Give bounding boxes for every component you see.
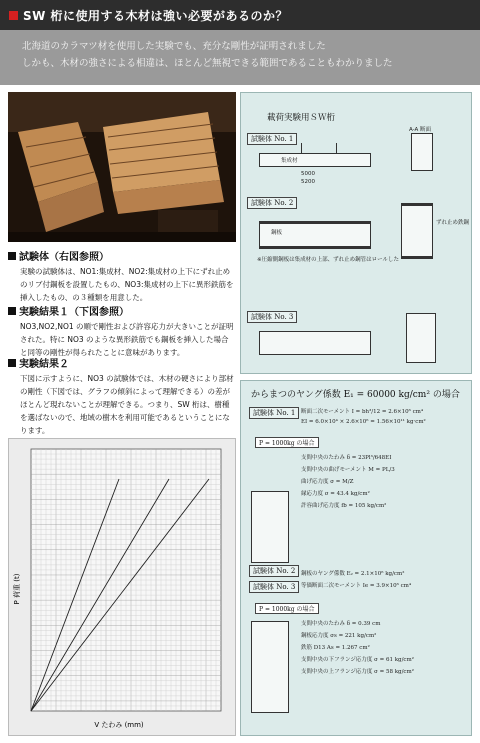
y-axis-label: P 荷重 (t) xyxy=(13,573,21,605)
calc-line: 鋼板のヤング係数 E₂ = 2.1×10⁶ kg/cm² xyxy=(301,571,405,577)
section-specimens xyxy=(8,248,236,304)
calc-line: EI = 6.0×10⁴ × 2.6×10⁶ = 1.56×10¹¹ kg·cm² xyxy=(301,419,426,425)
section-label: A-A 断面 xyxy=(409,127,432,133)
specimen-beam-3 xyxy=(259,331,371,355)
experiment-photo xyxy=(8,92,236,242)
calc-specimen-2: 試験体 No. 2 xyxy=(249,565,299,577)
calculation-panel xyxy=(240,380,472,736)
section-result-1 xyxy=(8,303,236,359)
drawing-title: 載荷実験用ＳＷ桁 xyxy=(267,113,336,123)
web-label: ずれ止め鉄鋼 xyxy=(436,220,470,226)
calc-line: 支間中央のたわみ δ = 0.39 cm xyxy=(301,621,381,627)
section-sketch-2 xyxy=(251,621,289,713)
section-result-2 xyxy=(8,355,236,437)
load-arrow xyxy=(336,143,337,153)
calc-specimen-1: 試験体 No. 1 xyxy=(249,407,299,419)
section-sketch-1 xyxy=(251,491,289,563)
section-body: 下図に示すように、NO3 の試験体では、木材の硬さにより部材の剛性（下図では、グラフの傾斜によって理解できる）の差がほとんど現れないことが理解できる。つまり、SW 桁は、樹種を選ばないので、地域の樹木を利用可能であるということになります。 xyxy=(20,374,234,435)
calc-line: 断面二次モーメント I = bh³/12 = 2.6×10⁶ cm⁴ xyxy=(301,409,424,415)
section-heading: 実験結果２ xyxy=(8,355,236,370)
calc-line: 縁応力度 σ = 43.4 kg/cm² xyxy=(301,491,370,497)
section-body: NO3,NO2,NO1 の順で剛性および許容応力が大きいことが証明された。特に NO3 のような異形鉄筋でも鋼板を挿入した場合と同等の剛性が得られたことに意味があります。 xyxy=(20,322,234,357)
bullet-square-icon xyxy=(8,307,16,315)
specimen-label-1: 試験体 No. 1 xyxy=(247,133,297,145)
bullet-square-icon xyxy=(8,359,16,367)
load-deflection-chart xyxy=(8,438,236,736)
load-arrow xyxy=(301,143,302,153)
calc-line: 支間中央の下フランジ応力度 σ = 61 kg/cm² xyxy=(301,657,414,663)
specimen-label-3: 試験体 No. 3 xyxy=(247,311,297,323)
calc-condition-1: P = 1000kg の場合 xyxy=(255,437,319,448)
section-3-outline xyxy=(406,313,436,363)
section-body: 実験の試験体は、NO1:集成材、NO2:集成材の上下にずれ止めのリブ付鋼板を設置したもの、NO3:集成材の上下に異形鉄筋を挿入したもの、の３種類を用意した。 xyxy=(20,267,234,302)
title-bar xyxy=(0,0,480,30)
calc-line: 支間中央の上フランジ応力度 σ = 58 kg/cm² xyxy=(301,669,414,675)
section-heading: 実験結果１（下図参照） xyxy=(8,303,236,318)
title-marker-icon xyxy=(9,11,18,20)
section-heading: 試験体（右図参照） xyxy=(8,248,236,263)
glulam-label: 集成材 xyxy=(281,158,298,164)
calc-line: 鋼板応力度 σs = 221 kg/cm² xyxy=(301,633,377,639)
intro-line-2: しかも、木材の強さによる相違は、ほとんど無視できる範囲であることもわかりました xyxy=(22,58,393,69)
bullet-square-icon xyxy=(8,252,16,260)
calc-line: 曲げ応力度 σ = M/Z xyxy=(301,479,354,485)
intro-banner xyxy=(0,30,480,85)
calc-condition-2: P = 1000kg の場合 xyxy=(255,603,319,614)
calc-line: 許容曲げ応力度 fb = 105 kg/cm² xyxy=(301,503,387,509)
specimen-drawing xyxy=(240,92,472,374)
section-2-outline xyxy=(401,203,433,259)
specimen-label-2: 試験体 No. 2 xyxy=(247,197,297,209)
section-1-outline xyxy=(411,133,433,171)
steel-plate-label: 鋼板 xyxy=(271,230,283,236)
page-title: SW 桁に使用する木材は強い必要があるのか？ xyxy=(23,8,289,23)
calc-line: 支間中央のたわみ δ = 23Pl³/648EI xyxy=(301,455,392,461)
intro-line-1: 北海道のカラマツ材を使用した実験でも、充分な剛性が証明されました xyxy=(22,41,326,52)
calc-line: 支間中央の曲げモーメント M = PL/3 xyxy=(301,467,395,473)
x-axis-label: V たわみ (mm) xyxy=(94,721,144,729)
calc-line: 等価断面二次モーメント Ie = 3.9×10⁶ cm⁴ xyxy=(301,583,412,589)
specimen-beam-1 xyxy=(259,153,371,167)
length-dimension: 5200 xyxy=(301,179,315,185)
calc-line: 鉄筋 D13 As = 1.267 cm² xyxy=(301,645,370,651)
calc-heading: からまつのヤング係数 E₁ = 60000 kg/cm² の場合 xyxy=(251,390,460,400)
calc-specimen-3: 試験体 No. 3 xyxy=(249,581,299,593)
chart-svg xyxy=(9,439,235,735)
span-dimension: 5000 xyxy=(301,171,315,177)
steel-note: ※圧縮側鋼板は集成材の上部、ずれ止め鋼管はロールした xyxy=(257,257,400,263)
